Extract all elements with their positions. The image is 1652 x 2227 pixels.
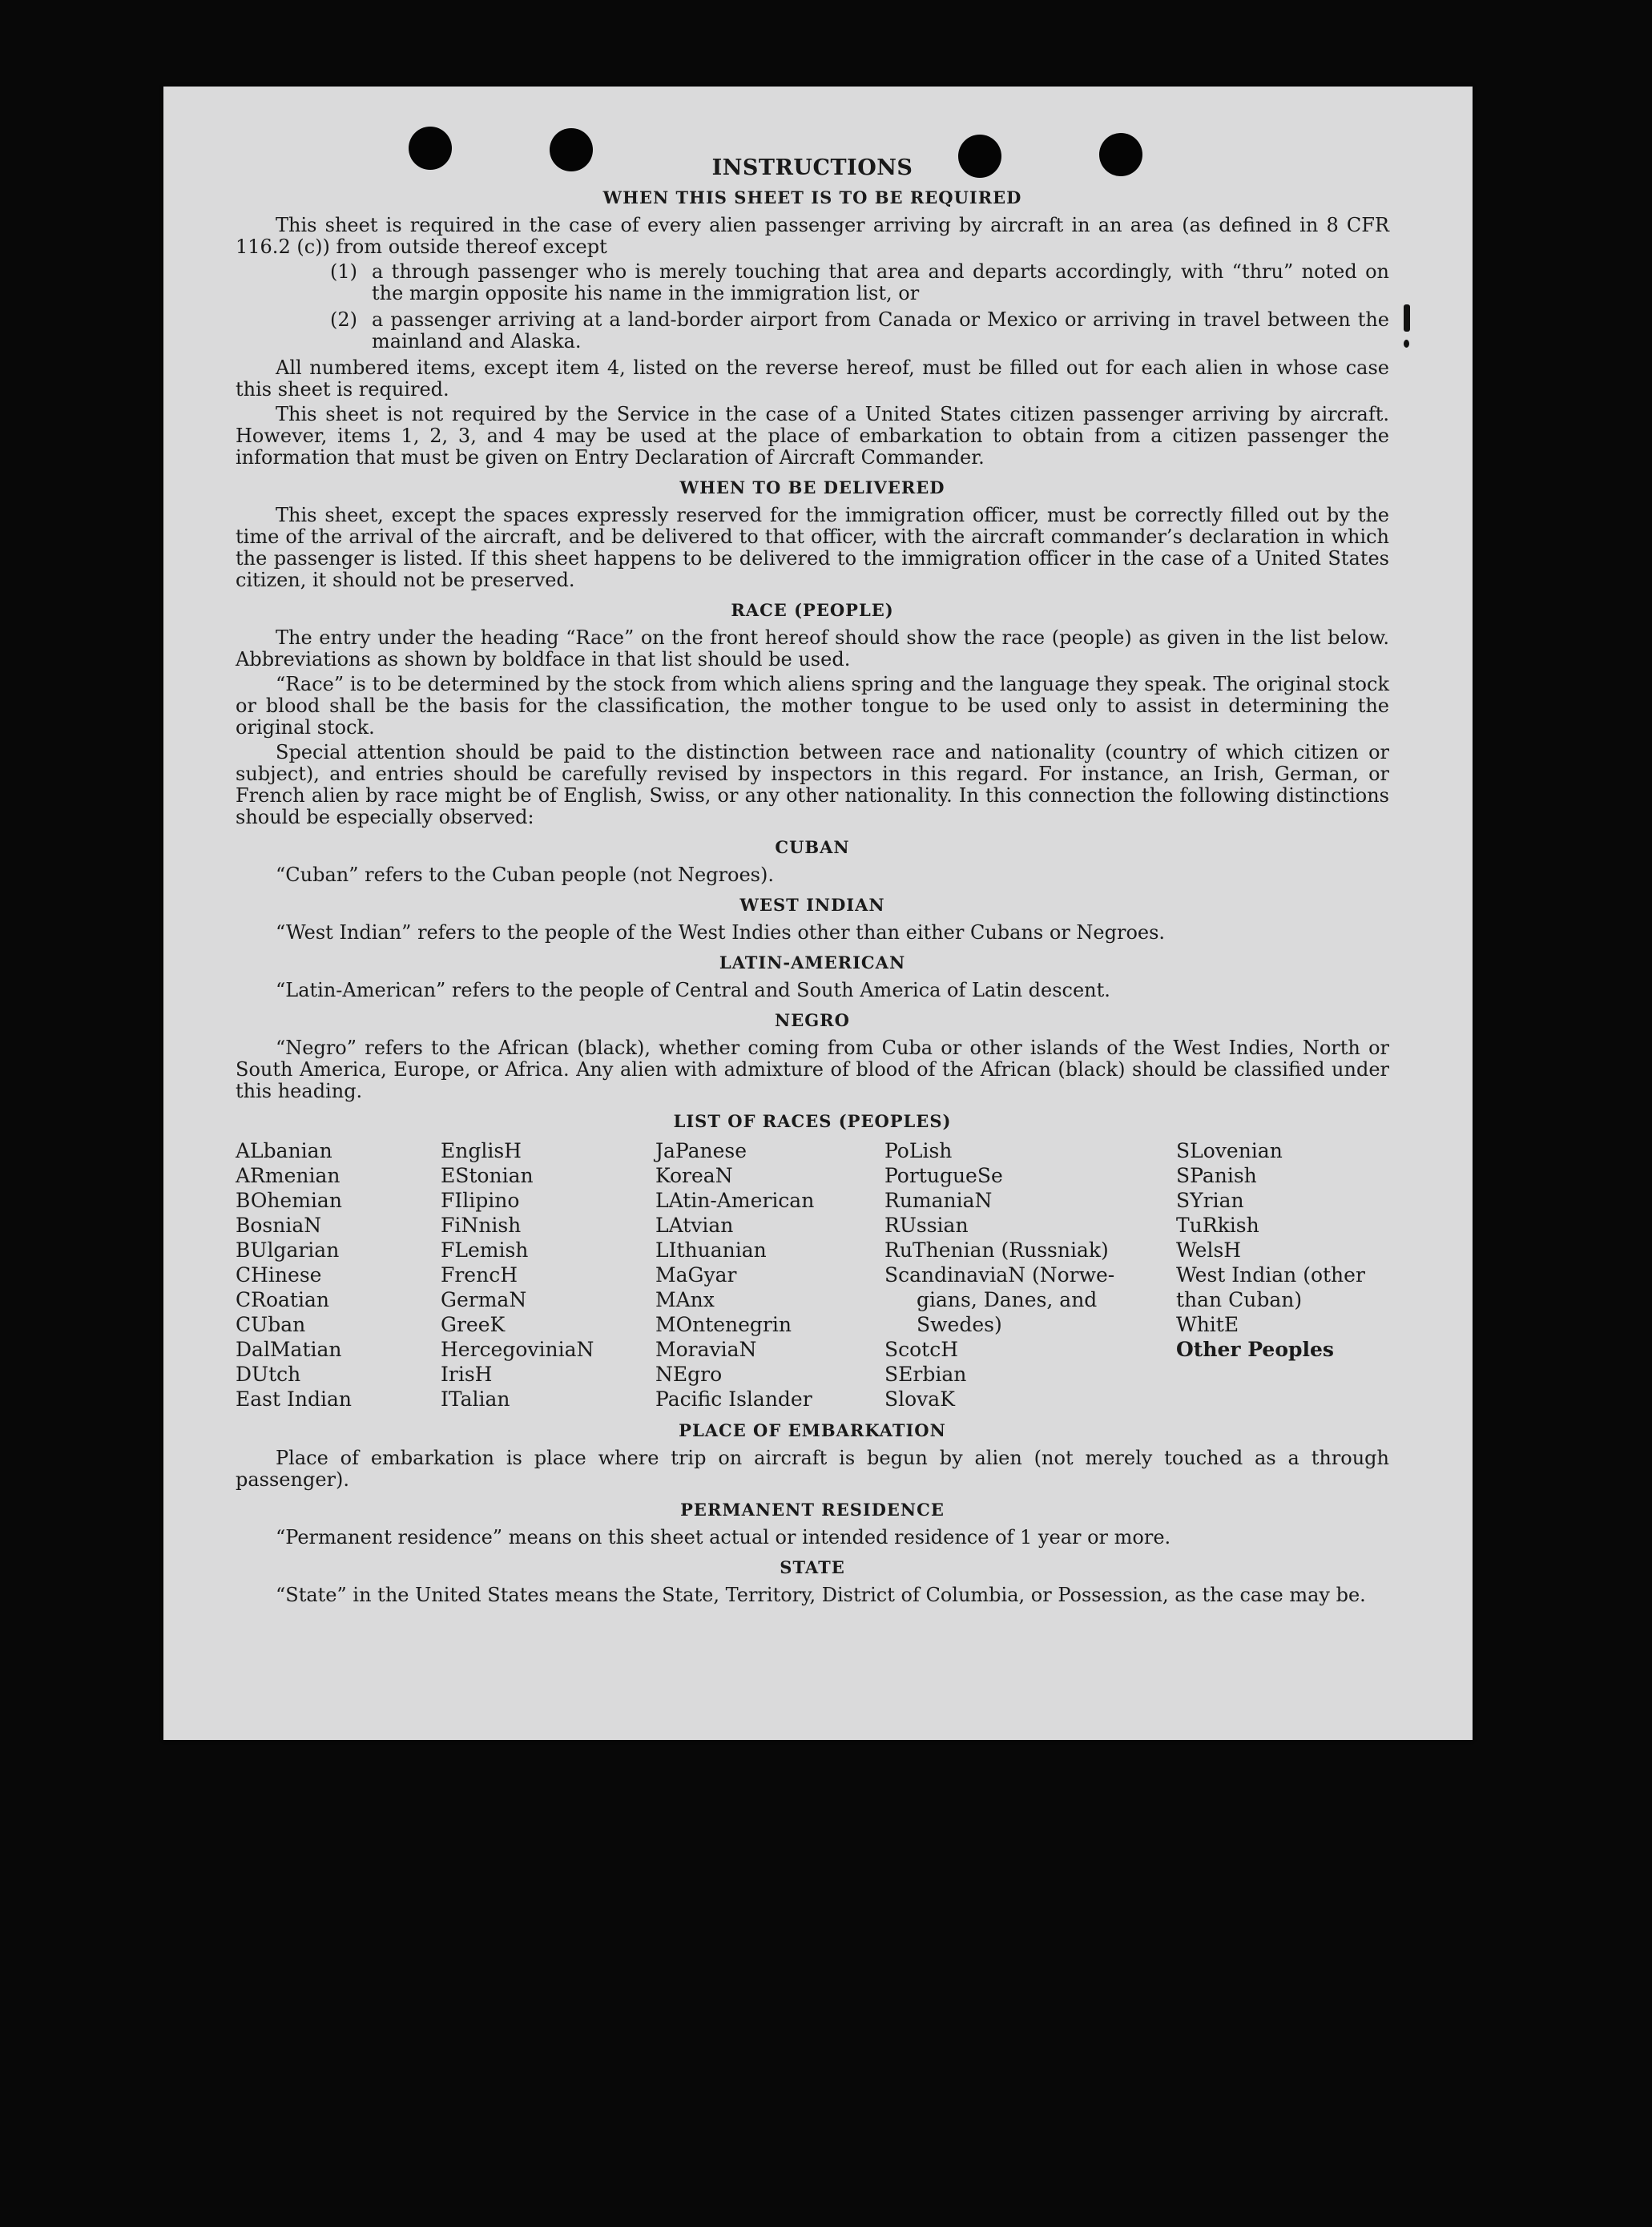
- race-entry: KoreaN: [655, 1164, 733, 1187]
- item-number: (2): [330, 308, 357, 331]
- race-entry: MAnx: [655, 1288, 715, 1311]
- races-column-5: [1176, 1138, 1384, 1412]
- race-entry-continuation: than Cuban): [1176, 1288, 1303, 1311]
- race-entry: FiNnish: [441, 1214, 522, 1237]
- item-text: a through passenger who is merely touching that area and departs accordingly, with “thru” noted on the margin opposite his name in the immigration list, or: [372, 260, 1389, 304]
- item-number: (1): [330, 260, 357, 283]
- race-entry: WelsH: [1176, 1238, 1242, 1262]
- race-entry: SErbian: [884, 1363, 967, 1386]
- heading-west-indian: WEST INDIAN: [739, 895, 885, 915]
- race-entry: Pacific Islander: [655, 1387, 812, 1411]
- negro-definition: “Negro” refers to the African (black), whether coming from Cuba or other islands of the West Indies, North or South America, Europe, or Africa. Any alien with admixture of blood of the African (black) should be classified under this heading.: [236, 1037, 1389, 1102]
- delivered-paragraph: This sheet, except the spaces expressly reserved for the immigration officer, must be correctly filled out by the time of the arrival of the aircraft, and be delivered to that officer, with the aircraft commander’s declaration in which the passenger is listed. If this sheet happens to be delivered to the immigration officer in the case of a United States citizen, it should not be preserved.: [236, 504, 1389, 591]
- west-indian-definition: “West Indian” refers to the people of the West Indies other than either Cubans or Negroes.: [276, 921, 1166, 944]
- race-entry: FIlipino: [441, 1189, 520, 1212]
- race-entry: East Indian: [236, 1387, 352, 1411]
- race-entry: MaGyar: [655, 1263, 737, 1287]
- race-entry: EnglisH: [441, 1139, 522, 1162]
- list-item: [330, 309, 1389, 352]
- instructions-content: [236, 151, 1389, 1609]
- heading-negro: NEGRO: [775, 1010, 850, 1030]
- race-entry: LAtvian: [655, 1214, 734, 1237]
- page-title: INSTRUCTIONS: [711, 155, 913, 180]
- heading-when-delivered: WHEN TO BE DELIVERED: [679, 477, 945, 497]
- heading-race: RACE (PEOPLE): [731, 600, 894, 620]
- race-entry: SLovenian: [1176, 1139, 1283, 1162]
- race-entry: SPanish: [1176, 1164, 1257, 1187]
- race-entry: GermaN: [441, 1288, 527, 1311]
- race-entry: PoLish: [884, 1139, 953, 1162]
- race-entry: DUtch: [236, 1363, 301, 1386]
- race-entry: GreeK: [441, 1313, 506, 1336]
- race-entry: JaPanese: [655, 1139, 747, 1162]
- race-entry: MoraviaN: [655, 1338, 757, 1361]
- race-entry-continuation: gians, Danes, and: [917, 1288, 1098, 1311]
- race-entry: ITalian: [441, 1387, 510, 1411]
- race-entry: CHinese: [236, 1263, 322, 1287]
- race-entry: WhitE: [1176, 1313, 1239, 1336]
- item-text: a passenger arriving at a land-border airport from Canada or Mexico or arriving in travel between the mainland and Alaska.: [372, 308, 1389, 352]
- list-item: [330, 261, 1389, 304]
- race-entry: ScandinaviaN (Norwe-: [884, 1263, 1115, 1287]
- race-entry: West Indian (other: [1176, 1263, 1365, 1287]
- races-column-2: [441, 1138, 655, 1412]
- race-entry: EStonian: [441, 1164, 534, 1187]
- heading-list-of-races: LIST OF RACES (PEOPLES): [673, 1111, 952, 1131]
- heading-permanent-residence: PERMANENT RESIDENCE: [680, 1500, 945, 1520]
- race-entry: NEgro: [655, 1363, 723, 1386]
- items-paragraph: All numbered items, except item 4, listed on the reverse hereof, must be filled out for each alien in whose case this sheet is required.: [236, 356, 1389, 401]
- race-entry: ScotcH: [884, 1338, 959, 1361]
- race-entry: RumaniaN: [884, 1189, 993, 1212]
- latin-american-definition: “Latin-American” refers to the people of Central and South America of Latin descent.: [276, 979, 1110, 1001]
- race-entry: HercegoviniaN: [441, 1338, 594, 1361]
- race-entry: RUssian: [884, 1214, 969, 1237]
- document-sheet: [163, 87, 1473, 1740]
- race-paragraph-3: Special attention should be paid to the distinction between race and nationality (country of which citizen or subject), and entries should be carefully revised by inspectors in this regard. For instance, an Irish, German, or French alien by race might be of English, Swiss, or any other nationality. In this connection the following distinctions should be especially observed:: [236, 741, 1389, 828]
- race-entry: CRoatian: [236, 1288, 329, 1311]
- race-entry: SYrian: [1176, 1189, 1244, 1212]
- race-entry: IrisH: [441, 1363, 493, 1386]
- edge-mark: [1404, 304, 1410, 332]
- race-paragraph-2: “Race” is to be determined by the stock from which aliens spring and the language they speak. The original stock or blood shall be the basis for the classification, the mother tongue to be used only to assist in determining the original stock.: [236, 673, 1389, 739]
- race-entry: FLemish: [441, 1238, 529, 1262]
- heading-when-required: WHEN THIS SHEET IS TO BE REQUIRED: [602, 187, 1022, 207]
- race-entry: MOntenegrin: [655, 1313, 792, 1336]
- race-entry: PortugueSe: [884, 1164, 1003, 1187]
- heading-latin-american: LATIN-AMERICAN: [719, 952, 906, 973]
- races-table: [236, 1138, 1389, 1412]
- race-entry: LIthuanian: [655, 1238, 767, 1262]
- residence-paragraph: “Permanent residence” means on this sheet actual or intended residence of 1 year or more.: [276, 1526, 1171, 1548]
- race-entry-continuation: Swedes): [917, 1313, 1002, 1336]
- exceptions-list: [236, 261, 1389, 352]
- race-entry: DalMatian: [236, 1338, 342, 1361]
- race-entry: RuThenian (Russniak): [884, 1238, 1109, 1262]
- race-entry: BUlgarian: [236, 1238, 340, 1262]
- heading-state: STATE: [780, 1557, 845, 1577]
- cuban-definition: “Cuban” refers to the Cuban people (not Negroes).: [276, 864, 774, 886]
- embarkation-paragraph: Place of embarkation is place where trip on aircraft is begun by alien (not merely touched as a through passenger).: [236, 1447, 1389, 1491]
- races-column-1: [236, 1138, 441, 1412]
- race-entry-other-peoples: Other Peoples: [1176, 1338, 1334, 1361]
- race-entry: TuRkish: [1176, 1214, 1259, 1237]
- race-entry: BOhemian: [236, 1189, 342, 1212]
- races-column-4: [884, 1138, 1176, 1412]
- heading-place-of-embarkation: PLACE OF EMBARKATION: [679, 1420, 946, 1440]
- intro-paragraph: This sheet is required in the case of every alien passenger arriving by aircraft in an area (as defined in 8 CFR 116.2 (c)) from outside thereof except: [236, 214, 1389, 258]
- race-entry: ARmenian: [236, 1164, 340, 1187]
- race-paragraph-1: The entry under the heading “Race” on the front hereof should show the race (people) as given in the list below. Abbreviations as shown by boldface in that list should be used.: [236, 626, 1389, 671]
- state-paragraph: “State” in the United States means the State, Territory, District of Columbia, or Possession, as the case may be.: [276, 1584, 1366, 1606]
- edge-mark: [1404, 340, 1409, 348]
- race-entry: SlovaK: [884, 1387, 955, 1411]
- races-column-3: [655, 1138, 884, 1412]
- heading-cuban: CUBAN: [775, 837, 850, 857]
- race-entry: FrencH: [441, 1263, 518, 1287]
- race-entry: BosniaN: [236, 1214, 322, 1237]
- race-entry: CUban: [236, 1313, 306, 1336]
- race-entry: LAtin-American: [655, 1189, 815, 1212]
- race-entry: ALbanian: [236, 1139, 332, 1162]
- citizen-paragraph: This sheet is not required by the Service in the case of a United States citizen passenger arriving by aircraft. However, items 1, 2, 3, and 4 may be used at the place of embarkation to obtain from a citizen passenger the information that must be given on Entry Declaration of Aircraft Commander.: [236, 403, 1389, 469]
